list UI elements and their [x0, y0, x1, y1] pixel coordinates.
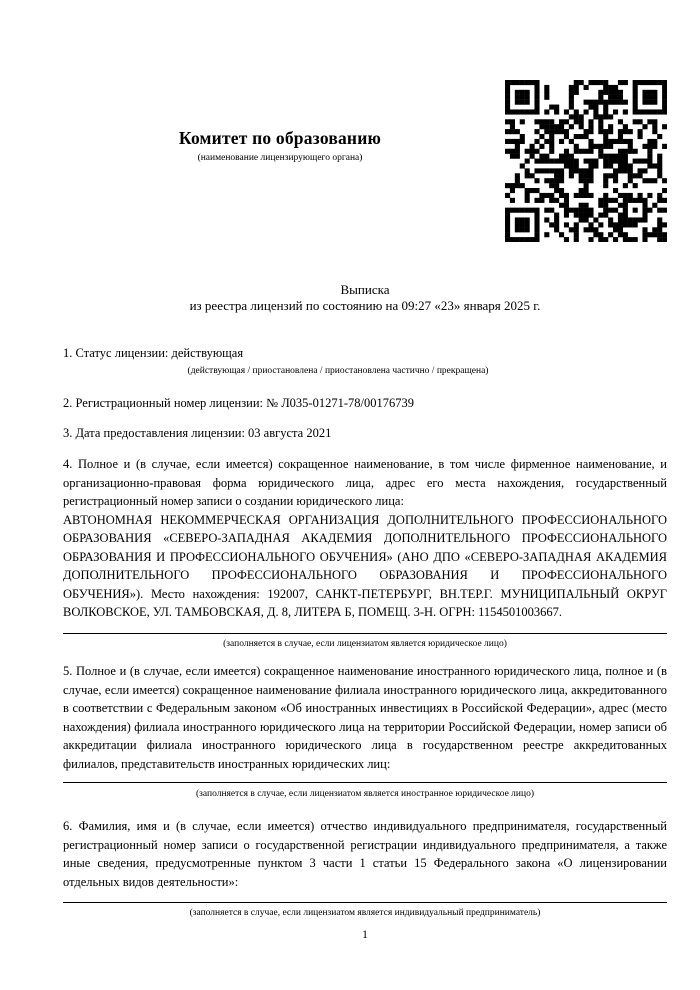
- item-5-foreign-entity: 5. Полное и (в случае, если имеется) сокращенное наименование иностранного юридического лица, полное и (в случае, если имеется) сокращенное наименование филиала иностранного юридического лица, аккредитованного в соответствии с Федеральным законом «Об иностранных инвестициях в Российской Федерации», адрес (место нахождения) филиала иностранного юридического лица на территории Российской Федерации, номер записи об аккредитации филиала иностранного юридического лица в государственном реестре аккредитованных филиалов, представительств иностранных юридических лиц:: [63, 664, 667, 771]
- document-title-line1: Выписка: [340, 282, 390, 297]
- item-4-rule: [63, 633, 667, 634]
- item-4-value: АВТОНОМНАЯ НЕКОММЕРЧЕСКАЯ ОРГАНИЗАЦИЯ ДОПОЛНИТЕЛЬНОГО ПРОФЕССИОНАЛЬНОГО ОБРАЗОВАНИЯ «СЕВЕРО-ЗАПАДНАЯ АКАДЕМИЯ ДОПОЛНИТЕЛЬНОГО ПРОФЕССИОНАЛЬНОГО ОБРАЗОВАНИЯ И ПРОФЕССИОНАЛЬНОГО ОБУЧЕНИЯ» (АНО ДПО «СЕВЕРО-ЗАПАДНАЯ АКАДЕМИЯ ДОПОЛНИТЕЛЬНОГО ПРОФЕССИОНАЛЬНОГО ОБРАЗОВАНИЯ И ПРОФЕССИОНАЛЬНОГО ОБУЧЕНИЯ»). Место нахождения: 192007, САНКТ-ПЕТЕРБУРГ, ВН.ТЕР.Г. МУНИЦИПАЛЬНЫЙ ОКРУГ ВОЛКОВСКОЕ, УЛ. ТАМБОВСКАЯ, Д. 8, ЛИТЕРА Б, ПОМЕЩ. 3-Н. ОГРН: 1154501003667.: [63, 512, 667, 619]
- page-number: 1: [362, 927, 368, 941]
- document-title-line2: из реестра лицензий по состоянию на 09:27 «23» января 2025 г.: [189, 297, 541, 313]
- issuer-header: [0, 128, 560, 163]
- item-4-legal-entity: [63, 455, 667, 622]
- item-4-intro: 4. Полное и (в случае, если имеется) сокращенное наименование, в том числе фирменное наименование, и организационно-правовая форма юридического лица, адрес его места нахождения, государственный регистрационный номер записи о создании юридического лица:: [63, 457, 667, 508]
- item-5-note: (заполняется в случае, если лицензиатом является иностранное юридическое лицо): [196, 789, 534, 799]
- item-3-grant-date: 3. Дата предоставления лицензии: 03 августа 2021: [63, 426, 332, 440]
- item-1-note: (действующая / приостановлена / приостановлена частично / прекращена): [187, 366, 489, 376]
- item-1-status: 1. Статус лицензии: действующая: [63, 346, 244, 360]
- item-5-rule: [63, 782, 667, 783]
- item-4-note: (заполняется в случае, если лицензиатом является юридическое лицо): [223, 639, 507, 649]
- document-title: [63, 282, 667, 313]
- issuer-name: Комитет по образованию: [178, 128, 382, 148]
- qr-code-icon: [505, 80, 667, 242]
- item-2-registration-number: 2. Регистрационный номер лицензии: № Л035-01271-78/00176739: [63, 396, 414, 410]
- item-6-individual-entrepreneur: 6. Фамилия, имя и (в случае, если имеется) отчество индивидуального предпринимателя, государственный регистрационный номер записи о государственной регистрации индивидуального предпринимателя, а также иные сведения, предусмотренные пунктом 3 части 1 статьи 15 Федерального закона «О лицензировании отдельных видов деятельности»:: [63, 819, 667, 889]
- item-6-note: (заполняется в случае, если лицензиатом является индивидуальный предприниматель): [189, 908, 541, 918]
- issuer-caption: (наименование лицензирующего органа): [197, 153, 363, 163]
- item-6-rule: [63, 902, 667, 903]
